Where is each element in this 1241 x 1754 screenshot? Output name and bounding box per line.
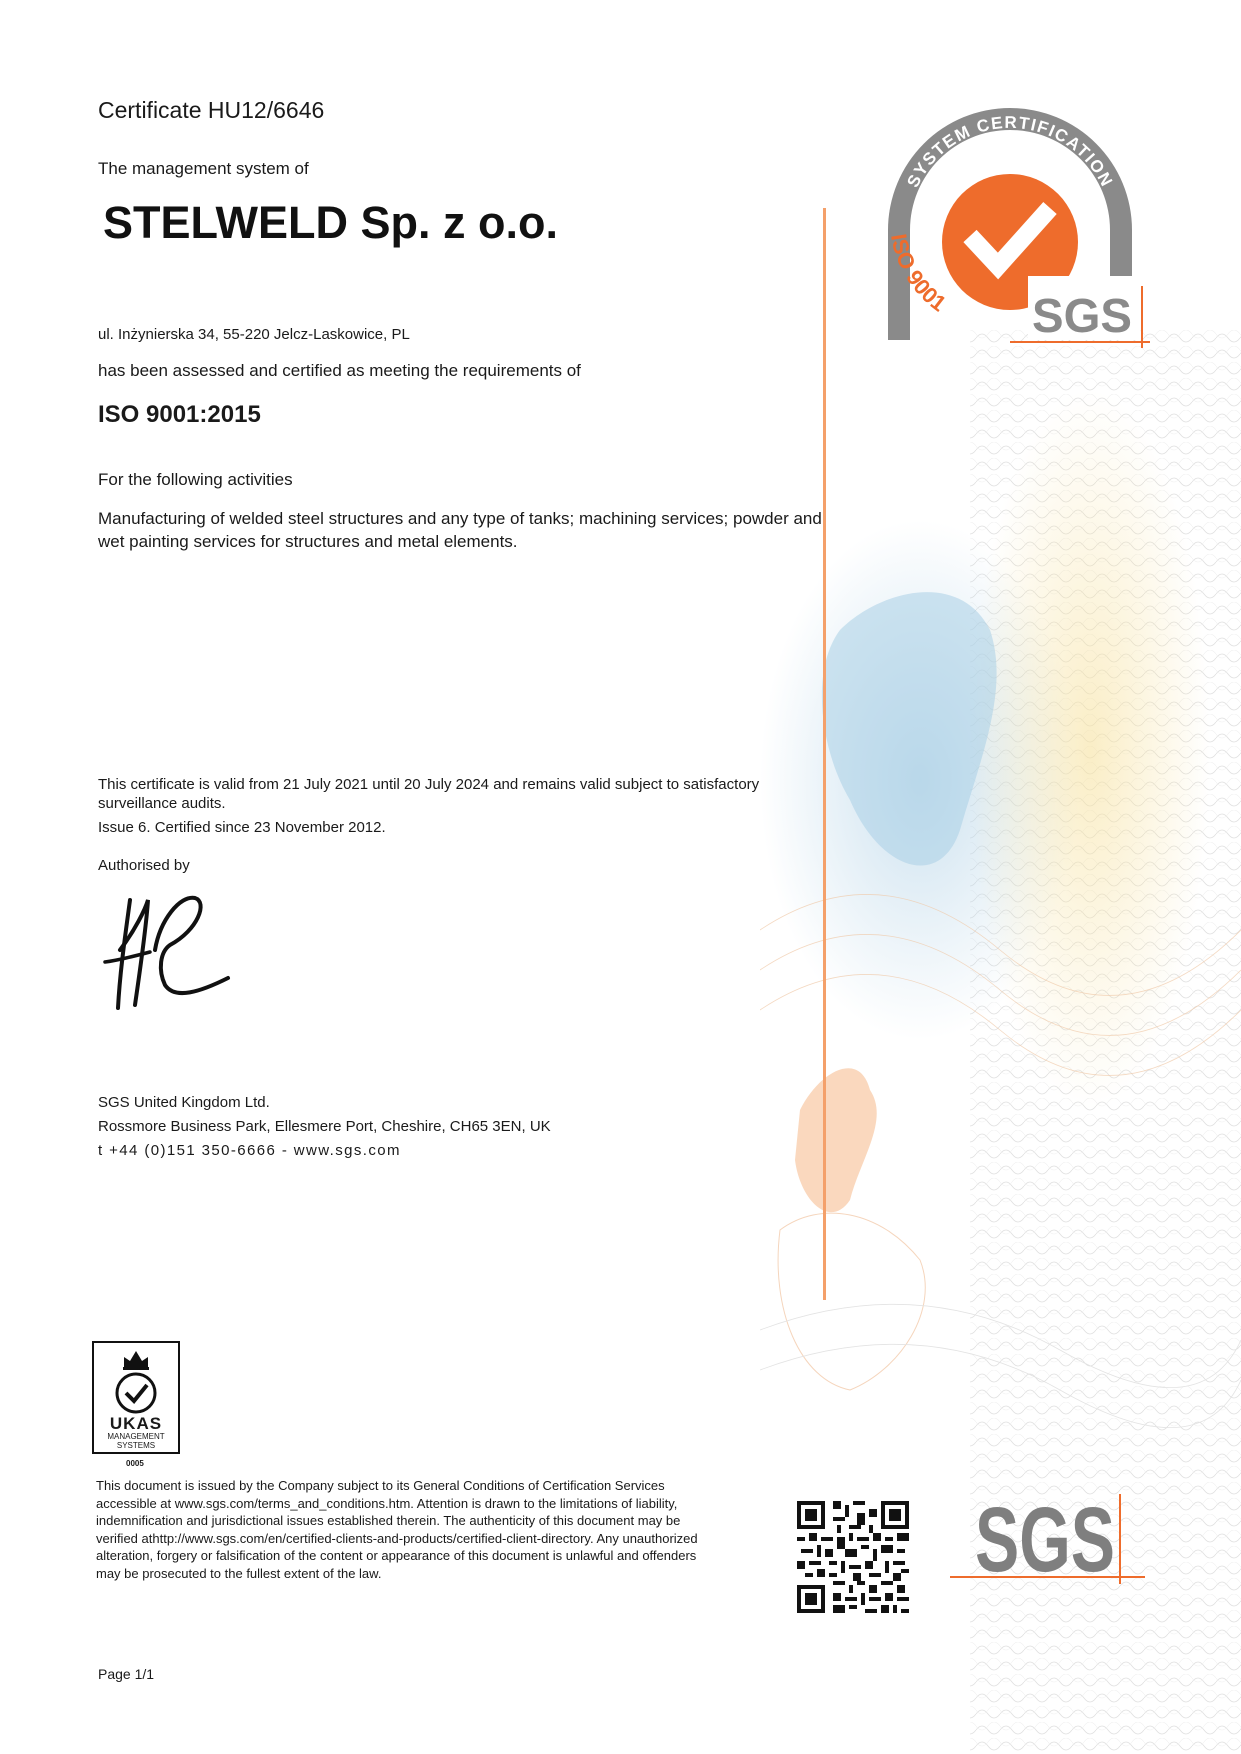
- authorised-by-label: Authorised by: [98, 857, 190, 874]
- crown-icon: [94, 1343, 178, 1371]
- issuer-contact: t +44 (0)151 350-6666 - www.sgs.com: [98, 1142, 401, 1159]
- disclaimer-line: This document is issued by the Company subject to its General Conditions of Certification Services: [96, 1478, 665, 1493]
- intro-text: The management system of: [98, 159, 309, 178]
- seal-brand: SGS: [1032, 290, 1132, 343]
- seal-arc-text: SYSTEM CERTIFICATION: [903, 112, 1117, 191]
- disclaimer-line: alteration, forgery or falsification of the content or appearance of this document is unlawful and offenders: [96, 1548, 697, 1563]
- ukas-sub: MANAGEMENT: [107, 1432, 165, 1441]
- company-address: ul. Inżynierska 34, 55-220 Jelcz-Laskowice, PL: [98, 326, 410, 343]
- ukas-check-icon: [94, 1371, 178, 1415]
- ukas-name: UKAS: [109, 1414, 163, 1433]
- disclaimer: [96, 1477, 736, 1582]
- vertical-divider: [823, 208, 826, 1300]
- disclaimer-line: accessible at www.sgs.com/terms_and_conditions.htm. Attention is drawn to the limitations of liability,: [96, 1495, 678, 1511]
- sgs-logo: [950, 1489, 1150, 1589]
- iso-certification-seal: [860, 90, 1160, 350]
- activities-line: Manufacturing of welded steel structures and any type of tanks; machining services; powder and: [98, 509, 822, 528]
- signature: [100, 890, 240, 1015]
- ukas-sub: SYSTEMS: [116, 1441, 156, 1450]
- activities-line: wet painting services for structures and metal elements.: [98, 532, 518, 551]
- issuer-address: Rossmore Business Park, Ellesmere Port, Cheshire, CH65 3EN, UK: [98, 1118, 551, 1135]
- seal-iso-text: ISO 9001: [886, 231, 951, 317]
- page-number: Page 1/1: [98, 1666, 155, 1682]
- ukas-code: 0005: [126, 1459, 144, 1468]
- activities-heading: For the following activities: [98, 470, 293, 489]
- certificate-number: Certificate HU12/6646: [98, 97, 325, 123]
- issue-text: Issue 6. Certified since 23 November 2012.: [98, 819, 386, 836]
- disclaimer-line: indemnification and jurisdictional issues established therein. The authenticity of this document may be: [96, 1513, 681, 1528]
- ukas-mark: [92, 1341, 180, 1454]
- company-name: STELWELD Sp. z o.o.: [103, 197, 558, 248]
- assessed-text: has been assessed and certified as meeting the requirements of: [98, 361, 581, 380]
- issuer-name: SGS United Kingdom Ltd.: [98, 1094, 270, 1111]
- disclaimer-line: verified athttp://www.sgs.com/en/certified-clients-and-products/certified-client-directory. Any unauthorized: [96, 1530, 698, 1546]
- validity-text: This certificate is valid from 21 July 2021 until 20 July 2024 and remains valid subject to satisfactory: [98, 776, 760, 793]
- standard-name: ISO 9001:2015: [98, 401, 261, 428]
- qr-code[interactable]: [797, 1501, 909, 1613]
- footer-brand: SGS: [975, 1489, 1115, 1589]
- validity-text: surveillance audits.: [98, 795, 226, 812]
- disclaimer-line: may be prosecuted to the fullest extent of the law.: [96, 1565, 382, 1581]
